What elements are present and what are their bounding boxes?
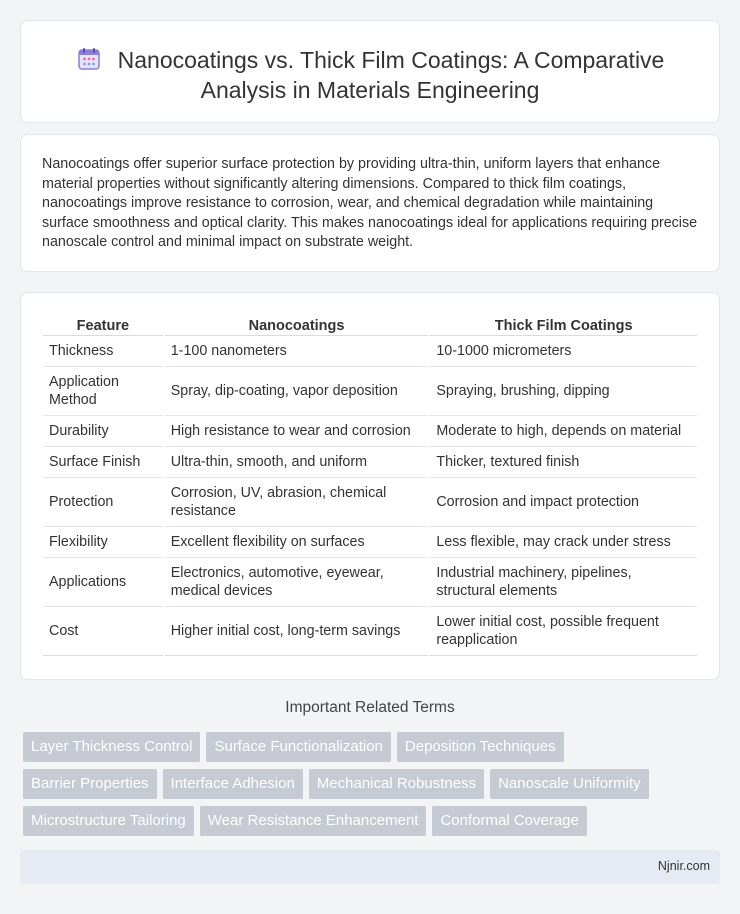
- summary-card: [20, 134, 720, 272]
- feature-cell: Application Method: [43, 367, 163, 416]
- table-row: [43, 527, 697, 558]
- footer: [20, 850, 720, 884]
- nanocoatings-cell: Higher initial cost, long-term savings: [165, 607, 429, 656]
- feature-cell: Surface Finish: [43, 447, 163, 478]
- related-term-tag[interactable]: Microstructure Tailoring: [23, 806, 194, 836]
- related-term-tag[interactable]: Mechanical Robustness: [309, 769, 484, 799]
- thick-film-cell: Industrial machinery, pipelines, structural elements: [430, 558, 697, 607]
- comparison-table: [41, 315, 699, 656]
- related-term-tag[interactable]: Wear Resistance Enhancement: [200, 806, 427, 836]
- nanocoatings-cell: High resistance to wear and corrosion: [165, 416, 429, 447]
- table-row: [43, 607, 697, 656]
- feature-cell: Thickness: [43, 336, 163, 367]
- feature-cell: Applications: [43, 558, 163, 607]
- feature-cell: Protection: [43, 478, 163, 527]
- summary-text: Nanocoatings offer superior surface protection by providing ultra-thin, uniform layers that enhance material properties without significantly altering dimensions. Compared to thick film coatings, nanocoatings improve resistance to corrosion, wear, and chemical degradation while maintaining surface smoothness and optical clarity. This makes nanocoatings ideal for applications requiring precise nanoscale control and minimal impact on substrate weight.: [42, 156, 698, 251]
- nanocoatings-cell: Spray, dip-coating, vapor deposition: [165, 367, 429, 416]
- table-row: [43, 367, 697, 416]
- related-terms-list: [23, 732, 723, 843]
- header-nanocoatings: Nanocoatings: [165, 315, 429, 336]
- table-row: [43, 336, 697, 367]
- nanocoatings-cell: Ultra-thin, smooth, and uniform: [165, 447, 429, 478]
- thick-film-cell: Thicker, textured finish: [430, 447, 697, 478]
- thick-film-cell: Corrosion and impact protection: [430, 478, 697, 527]
- thick-film-cell: Lower initial cost, possible frequent reapplication: [430, 607, 697, 656]
- table-row: [43, 558, 697, 607]
- related-term-tag[interactable]: Interface Adhesion: [163, 769, 303, 799]
- related-term-tag[interactable]: Deposition Techniques: [397, 732, 564, 762]
- feature-cell: Cost: [43, 607, 163, 656]
- related-term-tag[interactable]: Layer Thickness Control: [23, 732, 200, 762]
- comparison-table-card: [20, 292, 720, 680]
- header-card: [20, 20, 720, 123]
- related-terms-heading: Important Related Terms: [285, 699, 455, 716]
- footer-site-link[interactable]: Njnir.com: [657, 859, 710, 873]
- header-thick-film: Thick Film Coatings: [430, 315, 697, 336]
- feature-cell: Flexibility: [43, 527, 163, 558]
- calendar-icon: [76, 46, 102, 72]
- related-term-tag[interactable]: Nanoscale Uniformity: [490, 769, 649, 799]
- title-line-1: Nanocoatings vs. Thick Film Coatings: A Comparative: [117, 47, 665, 73]
- table-row: [43, 447, 697, 478]
- nanocoatings-cell: Electronics, automotive, eyewear, medical devices: [165, 558, 429, 607]
- header-feature: Feature: [43, 315, 163, 336]
- related-term-tag[interactable]: Conformal Coverage: [432, 806, 586, 836]
- thick-film-cell: Less flexible, may crack under stress: [430, 527, 697, 558]
- table-row: [43, 478, 697, 527]
- nanocoatings-cell: Excellent flexibility on surfaces: [165, 527, 429, 558]
- related-term-tag[interactable]: Surface Functionalization: [206, 732, 390, 762]
- table-header-row: [43, 315, 697, 336]
- related-term-tag[interactable]: Barrier Properties: [23, 769, 157, 799]
- table-row: [43, 416, 697, 447]
- thick-film-cell: Spraying, brushing, dipping: [430, 367, 697, 416]
- page-title: [21, 45, 719, 105]
- title-line-2: Analysis in Materials Engineering: [200, 77, 540, 103]
- thick-film-cell: 10-1000 micrometers: [430, 336, 697, 367]
- thick-film-cell: Moderate to high, depends on material: [430, 416, 697, 447]
- feature-cell: Durability: [43, 416, 163, 447]
- nanocoatings-cell: 1-100 nanometers: [165, 336, 429, 367]
- nanocoatings-cell: Corrosion, UV, abrasion, chemical resistance: [165, 478, 429, 527]
